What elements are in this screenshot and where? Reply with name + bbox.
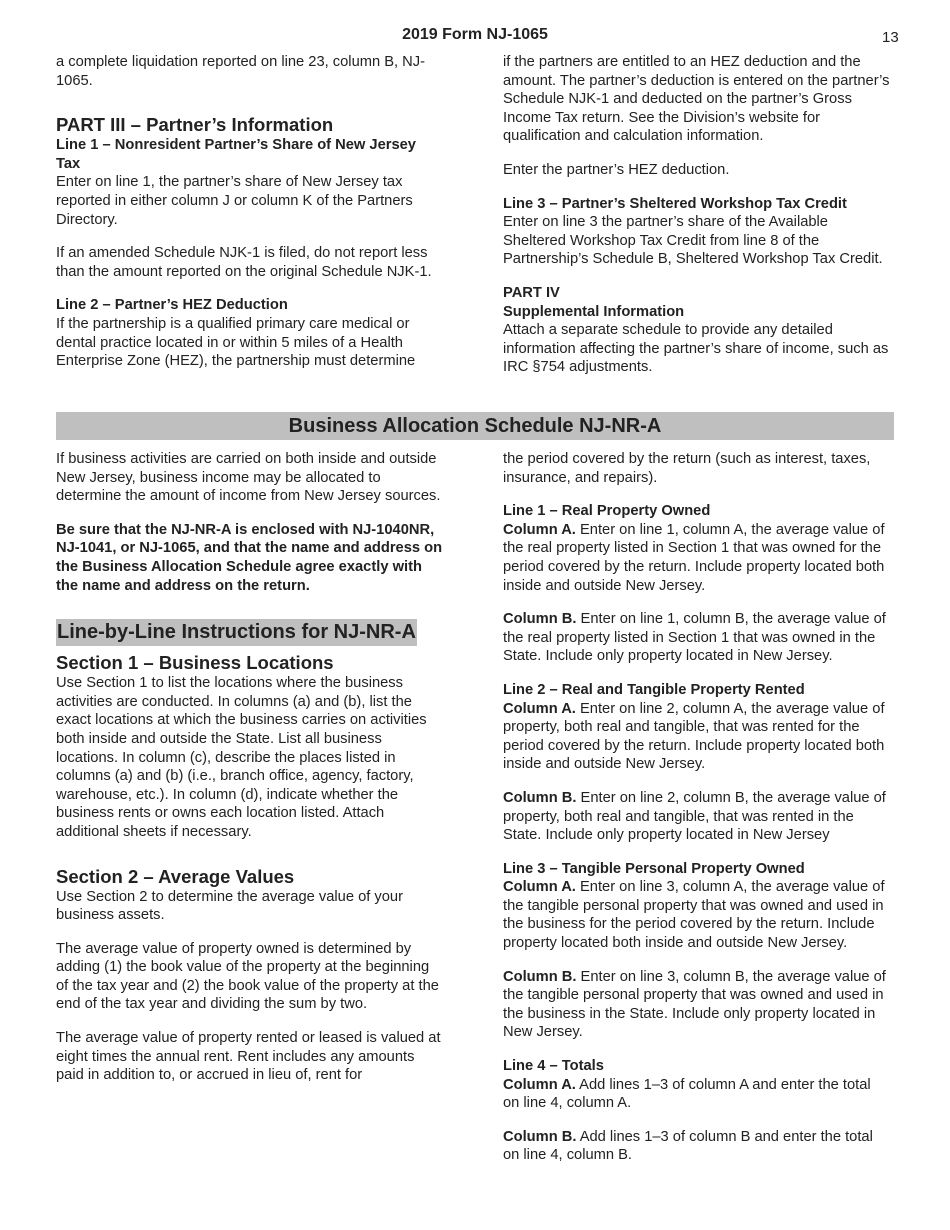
page-number: 13 xyxy=(882,29,899,46)
part4-label: PART IV xyxy=(503,284,560,301)
line1-column-a: Column A. Enter on line 1, column A, the average value of the real property listed in Section 1 that was owned for the period covered by the return. Include property located both inside and outside New Jersey. xyxy=(503,521,885,594)
section1-text: Use Section 1 to list the locations where the business activities are conducted. In columns (a) and (b), list the exact locations at which the business carries on activities both inside and outside the State. List all business locations. In column (c), describe the places listed in columns (a) and (b) (i.e., branch office, agency, factory, warehouse, etc.). In column (d), indicate whether the business rents or owns each location listed. Attach additional sheets if necessary. xyxy=(56,675,427,840)
section2-rented-text: The average value of property rented or leased is valued at eight times the annual rent. Rent includes any amounts paid in addition to, or accrued in lieu of, rent for xyxy=(56,1030,441,1084)
line2-rented-heading: Line 2 – Real and Tangible Property Rented xyxy=(503,681,805,698)
column-b-label: Column B. xyxy=(503,611,577,628)
part3-title: PART III – Partner’s Information xyxy=(56,114,334,136)
enclosure-notice: Be sure that the NJ-NR-A is enclosed with NJ-1040NR, NJ-1041, or NJ-1065, and that the name and address on the Business Allocation Schedule agree exactly with the name and address on the return. xyxy=(56,521,443,594)
form-title: 2019 Form NJ-1065 xyxy=(402,26,548,43)
line3-tangible-heading: Line 3 – Tangible Personal Property Owned xyxy=(503,860,805,877)
column-b-label: Column B. xyxy=(503,1128,577,1145)
line2-column-a: Column A. Enter on line 2, column A, the average value of property, both real and tangible, that was rented for the period covered by the return. Include property located both inside and outside New Jersey. xyxy=(503,700,885,773)
line3-column-b: Column B. Enter on line 3, column B, the average value of the tangible personal property that was owned and used in the business in the State. Include only property located in New Jersey. xyxy=(503,968,886,1041)
column-a-label: Column A. xyxy=(503,1076,576,1093)
line3-text: Enter on line 3 the partner’s share of the Available Sheltered Workshop Tax Credit from line 8 of the Partnership’s Schedule B, Sheltered Workshop Tax Credit. xyxy=(503,214,883,268)
section1-title: Section 1 – Business Locations xyxy=(56,652,334,674)
line1-real-property-heading: Line 1 – Real Property Owned xyxy=(503,503,711,520)
column-a-label: Column A. xyxy=(503,879,576,896)
bottom-right-column xyxy=(503,450,891,1165)
line1-heading: Line 1 – Nonresident Partner’s Share of New Jersey Tax xyxy=(56,137,416,172)
section2-title: Section 2 – Average Values xyxy=(56,865,295,887)
line2-continued-text: if the partners are entitled to an HEZ deduction and the amount. The partner’s deduction is entered on the partner’s Schedule NJK-1 and deducted on the partner’s Gross Income Tax return. See the Division’s website for qualification and calculation information. xyxy=(503,54,890,145)
page-header xyxy=(0,24,950,46)
allocation-intro: If business activities are carried on both inside and outside New Jersey, business income may be allocated to determine the amount of income from New Jersey sources. xyxy=(56,451,441,505)
section-banner: Business Allocation Schedule NJ-NR-A xyxy=(56,412,894,440)
line3-heading: Line 3 – Partner’s Sheltered Workshop Tax Credit xyxy=(503,195,847,212)
top-right-column xyxy=(503,53,891,377)
line2-text: If the partnership is a qualified primary care medical or dental practice located in or within 5 miles of a Health Enterprise Zone (HEZ), the partnership must determine xyxy=(56,315,416,370)
column-b-label: Column B. xyxy=(503,789,577,806)
supplemental-text: Attach a separate schedule to provide any detailed information affecting the partner’s share of income, such as IRC §754 adjustments. xyxy=(503,322,889,376)
line4-column-b: Column B. Add lines 1–3 of column B and enter the total on line 4, column B. xyxy=(503,1128,873,1164)
line4-column-a: Column A. Add lines 1–3 of column A and enter the total on line 4, column A. xyxy=(503,1076,871,1112)
section2-owned-text: The average value of property owned is determined by adding (1) the book value of the property at the beginning of the tax year and (2) the book value of the property at the end of the tax year and dividing the sum by two. xyxy=(56,940,439,1013)
bottom-left-column xyxy=(56,450,444,1085)
rent-continued-text: the period covered by the return (such as interest, taxes, insurance, and repairs). xyxy=(503,451,871,486)
top-left-column xyxy=(56,53,444,371)
line3-column-a: Column A. Enter on line 3, column A, the average value of the tangible personal property that was owned and used in the business for the period covered by the return. Include property located both inside and outside New Jersey. xyxy=(503,879,885,952)
line4-totals-heading: Line 4 – Totals xyxy=(503,1058,604,1075)
line2-heading: Line 2 – Partner’s HEZ Deduction xyxy=(56,297,288,314)
line2-column-b: Column B. Enter on line 2, column B, the average value of property, both real and tangible, that was rented in the State. Include only property located in New Jersey xyxy=(503,789,886,844)
liquidation-text: a complete liquidation reported on line 23, column B, NJ-1065. xyxy=(56,54,426,89)
instructions-title: Line-by-Line Instructions for NJ-NR-A xyxy=(56,619,417,646)
column-b-label: Column B. xyxy=(503,968,577,985)
column-a-label: Column A. xyxy=(503,700,576,717)
line1-column-b: Column B. Enter on line 1, column B, the average value of the real property listed in Section 1 that was owned in the State. Include only property located in New Jersey. xyxy=(503,611,886,665)
line1-text: Enter on line 1, the partner’s share of New Jersey tax reported in either column J or column K of the Partners Directory. xyxy=(56,174,413,228)
line2-enter-text: Enter the partner’s HEZ deduction. xyxy=(503,161,730,178)
supplemental-heading: Supplemental Information xyxy=(503,303,685,320)
section2-text: Use Section 2 to determine the average value of your business assets. xyxy=(56,888,403,924)
column-a-label: Column A. xyxy=(503,521,576,538)
line1-amended-text: If an amended Schedule NJK-1 is filed, do not report less than the amount reported on the original Schedule NJK-1. xyxy=(56,245,432,280)
